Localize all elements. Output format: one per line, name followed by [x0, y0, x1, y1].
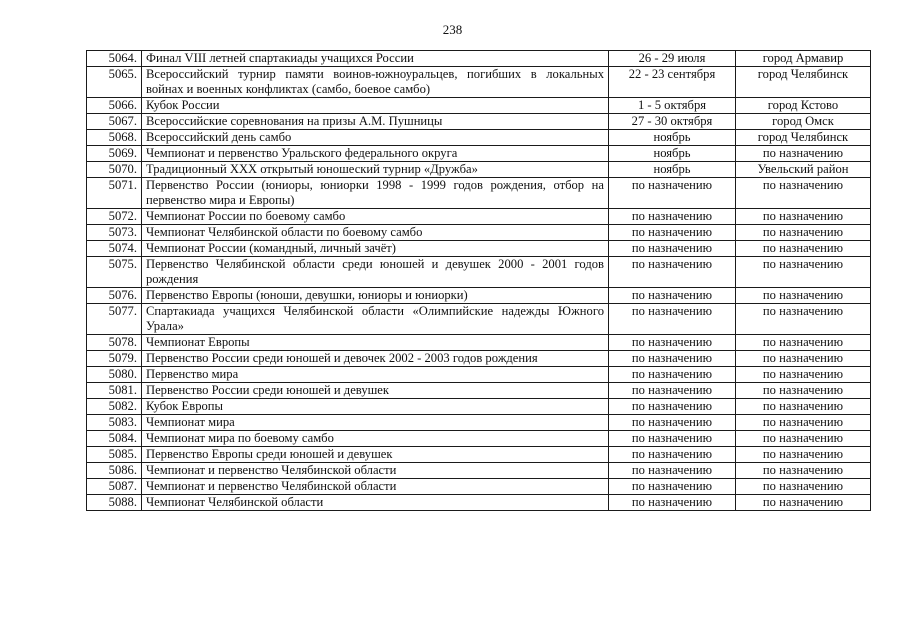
- event-date-cell: 26 - 29 июля: [609, 51, 736, 67]
- table-row: [87, 209, 871, 225]
- event-date-cell: по назначению: [609, 447, 736, 463]
- event-date-cell: ноябрь: [609, 146, 736, 162]
- row-number-cell: 5084.: [87, 431, 142, 447]
- event-date-cell: по назначению: [609, 415, 736, 431]
- event-name-cell: Первенство России (юниоры, юниорки 1998 - 1999 годов рождения, отбор на первенство мира и Европы): [142, 178, 609, 209]
- event-date-cell: 27 - 30 октября: [609, 114, 736, 130]
- event-date-cell: 1 - 5 октября: [609, 98, 736, 114]
- event-date-cell: по назначению: [609, 335, 736, 351]
- row-number-cell: 5076.: [87, 288, 142, 304]
- event-date-cell: по назначению: [609, 257, 736, 288]
- event-name-cell: Чемпионат Челябинской области по боевому самбо: [142, 225, 609, 241]
- event-name-cell: Чемпионат и первенство Уральского федерального округа: [142, 146, 609, 162]
- row-number-cell: 5072.: [87, 209, 142, 225]
- event-place-cell: по назначению: [736, 447, 871, 463]
- row-number-cell: 5083.: [87, 415, 142, 431]
- row-number-cell: 5068.: [87, 130, 142, 146]
- row-number-cell: 5071.: [87, 178, 142, 209]
- event-date-cell: 22 - 23 сентября: [609, 67, 736, 98]
- table-row: [87, 415, 871, 431]
- event-name-cell: Первенство мира: [142, 367, 609, 383]
- event-date-cell: ноябрь: [609, 162, 736, 178]
- event-name-cell: Первенство Европы среди юношей и девушек: [142, 447, 609, 463]
- event-name-cell: Чемпионат России (командный, личный зачёт): [142, 241, 609, 257]
- event-name-cell: Кубок России: [142, 98, 609, 114]
- event-place-cell: по назначению: [736, 367, 871, 383]
- table-row: [87, 225, 871, 241]
- event-place-cell: по назначению: [736, 399, 871, 415]
- event-place-cell: по назначению: [736, 479, 871, 495]
- event-place-cell: Увельский район: [736, 162, 871, 178]
- event-place-cell: по назначению: [736, 257, 871, 288]
- row-number-cell: 5073.: [87, 225, 142, 241]
- event-name-cell: Всероссийский день самбо: [142, 130, 609, 146]
- event-name-cell: Чемпионат Европы: [142, 335, 609, 351]
- event-place-cell: по назначению: [736, 146, 871, 162]
- event-name-cell: Чемпионат мира по боевому самбо: [142, 431, 609, 447]
- event-date-cell: по назначению: [609, 288, 736, 304]
- row-number-cell: 5086.: [87, 463, 142, 479]
- event-place-cell: по назначению: [736, 431, 871, 447]
- event-date-cell: по назначению: [609, 399, 736, 415]
- event-name-cell: Первенство России среди юношей и девочек 2002 - 2003 годов рождения: [142, 351, 609, 367]
- event-date-cell: по назначению: [609, 479, 736, 495]
- event-date-cell: ноябрь: [609, 130, 736, 146]
- table-row: [87, 447, 871, 463]
- event-name-cell: Первенство России среди юношей и девушек: [142, 383, 609, 399]
- table-row: [87, 162, 871, 178]
- event-place-cell: по назначению: [736, 288, 871, 304]
- events-table: [86, 50, 871, 511]
- event-name-cell: Первенство Челябинской области среди юношей и девушек 2000 - 2001 годов рождения: [142, 257, 609, 288]
- row-number-cell: 5082.: [87, 399, 142, 415]
- event-place-cell: по назначению: [736, 495, 871, 511]
- event-name-cell: Чемпионат и первенство Челябинской области: [142, 479, 609, 495]
- row-number-cell: 5067.: [87, 114, 142, 130]
- row-number-cell: 5080.: [87, 367, 142, 383]
- event-date-cell: по назначению: [609, 431, 736, 447]
- event-date-cell: по назначению: [609, 209, 736, 225]
- event-name-cell: Чемпионат России по боевому самбо: [142, 209, 609, 225]
- event-date-cell: по назначению: [609, 495, 736, 511]
- event-date-cell: по назначению: [609, 383, 736, 399]
- table-row: [87, 399, 871, 415]
- row-number-cell: 5074.: [87, 241, 142, 257]
- row-number-cell: 5088.: [87, 495, 142, 511]
- table-row: [87, 431, 871, 447]
- event-place-cell: по назначению: [736, 178, 871, 209]
- event-name-cell: Первенство Европы (юноши, девушки, юниоры и юниорки): [142, 288, 609, 304]
- event-place-cell: по назначению: [736, 335, 871, 351]
- row-number-cell: 5070.: [87, 162, 142, 178]
- row-number-cell: 5081.: [87, 383, 142, 399]
- event-name-cell: Традиционный XXX открытый юношеский турнир «Дружба»: [142, 162, 609, 178]
- row-number-cell: 5077.: [87, 304, 142, 335]
- event-date-cell: по назначению: [609, 241, 736, 257]
- row-number-cell: 5087.: [87, 479, 142, 495]
- row-number-cell: 5066.: [87, 98, 142, 114]
- event-name-cell: Чемпионат Челябинской области: [142, 495, 609, 511]
- table-row: [87, 146, 871, 162]
- row-number-cell: 5085.: [87, 447, 142, 463]
- row-number-cell: 5075.: [87, 257, 142, 288]
- event-place-cell: по назначению: [736, 241, 871, 257]
- event-place-cell: по назначению: [736, 383, 871, 399]
- table-row: [87, 495, 871, 511]
- event-place-cell: по назначению: [736, 304, 871, 335]
- event-place-cell: город Армавир: [736, 51, 871, 67]
- row-number-cell: 5079.: [87, 351, 142, 367]
- event-date-cell: по назначению: [609, 367, 736, 383]
- table-row: [87, 367, 871, 383]
- event-date-cell: по назначению: [609, 463, 736, 479]
- table-row: [87, 351, 871, 367]
- event-place-cell: город Челябинск: [736, 67, 871, 98]
- table-row: [87, 114, 871, 130]
- table-row: [87, 288, 871, 304]
- event-place-cell: город Челябинск: [736, 130, 871, 146]
- event-place-cell: по назначению: [736, 225, 871, 241]
- table-row: [87, 479, 871, 495]
- event-name-cell: Спартакиада учащихся Челябинской области «Олимпийские надежды Южного Урала»: [142, 304, 609, 335]
- table-row: [87, 463, 871, 479]
- event-name-cell: Всероссийский турнир памяти воинов-южноуральцев, погибших в локальных войнах и военных конфликтах (самбо, боевое самбо): [142, 67, 609, 98]
- table-row: [87, 130, 871, 146]
- row-number-cell: 5069.: [87, 146, 142, 162]
- event-date-cell: по назначению: [609, 225, 736, 241]
- event-date-cell: по назначению: [609, 304, 736, 335]
- table-row: [87, 383, 871, 399]
- event-place-cell: по назначению: [736, 415, 871, 431]
- table-row: [87, 178, 871, 209]
- event-date-cell: по назначению: [609, 178, 736, 209]
- row-number-cell: 5065.: [87, 67, 142, 98]
- row-number-cell: 5078.: [87, 335, 142, 351]
- events-table-body: [87, 51, 871, 511]
- table-row: [87, 257, 871, 288]
- event-place-cell: по назначению: [736, 351, 871, 367]
- event-name-cell: Чемпионат мира: [142, 415, 609, 431]
- event-name-cell: Чемпионат и первенство Челябинской области: [142, 463, 609, 479]
- table-row: [87, 241, 871, 257]
- row-number-cell: 5064.: [87, 51, 142, 67]
- table-row: [87, 98, 871, 114]
- event-date-cell: по назначению: [609, 351, 736, 367]
- table-row: [87, 67, 871, 98]
- event-place-cell: город Омск: [736, 114, 871, 130]
- event-name-cell: Финал VIII летней спартакиады учащихся России: [142, 51, 609, 67]
- table-row: [87, 51, 871, 67]
- page-number: 238: [442, 22, 463, 37]
- table-row: [87, 335, 871, 351]
- event-place-cell: город Кстово: [736, 98, 871, 114]
- event-place-cell: по назначению: [736, 209, 871, 225]
- event-name-cell: Всероссийские соревнования на призы А.М. Пушницы: [142, 114, 609, 130]
- event-place-cell: по назначению: [736, 463, 871, 479]
- table-row: [87, 304, 871, 335]
- event-name-cell: Кубок Европы: [142, 399, 609, 415]
